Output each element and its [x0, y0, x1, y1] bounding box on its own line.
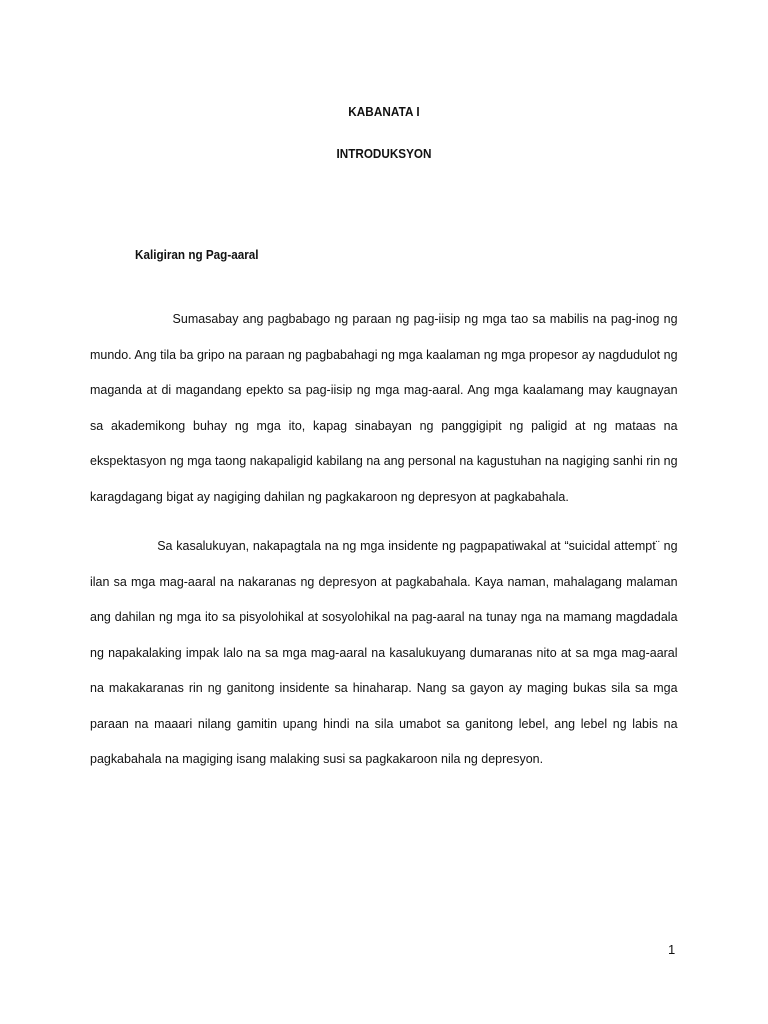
chapter-title: KABANATA I — [348, 104, 420, 119]
body-paragraph-2: Sa kasalukuyan, nakapagtala na ng mga insidente ng pagpapatiwakal at “suicidal attempt¨ ng ilan sa mga mag-aaral na nakaranas ng depresyon at pagkabahala. Kaya naman, mahalagang malaman ang dahilan ng mga ito sa pisyolohikal at sosyolohikal na pag-aaral na tunay nga na mamang magdadala ng napakalaking impak lalo na sa mga mag-aaral na kasalukuyang dumaranas nito at sa mga mag-aaral na makakaranas rin ng ganitong insidente sa hinaharap. Nang sa gayon ay maging bukas sila sa mga paraan na maaari nilang gamitin upang hindi na sila umabot sa ganitong lebel, ang lebel ng labis na pagkabahala na magiging isang malaking susi sa pagkakaroon nila ng depresyon. — [90, 538, 678, 766]
body-paragraph-1: Sumasabay ang pagbabago ng paraan ng pag-iisip ng mga tao sa mabilis na pag-inog ng mundo. Ang tila ba gripo na paraan ng pagbabahagi ng mga kaalaman ng mga propesor ay nagdudulot ng maganda at di magandang epekto sa pag-iisip ng mga mag-aaral. Ang mga kaalamang may kaugnayan sa akademikong buhay ng mga ito, kapag sinabayan ng panggigipit ng paligid at ng mataas na ekspektasyon ng mga taong nakapaligid kabilang na ang personal na kagustuhan na nagiging sanhi rin ng karagdagang bigat ay nagiging dahilan ng pagkakaroon ng depresyon at pagkabahala. — [90, 311, 678, 504]
chapter-subtitle: INTRODUKSYON — [336, 146, 432, 161]
page-number: 1 — [668, 942, 676, 957]
section-heading: Kaligiran ng Pag-aaral — [135, 247, 259, 262]
